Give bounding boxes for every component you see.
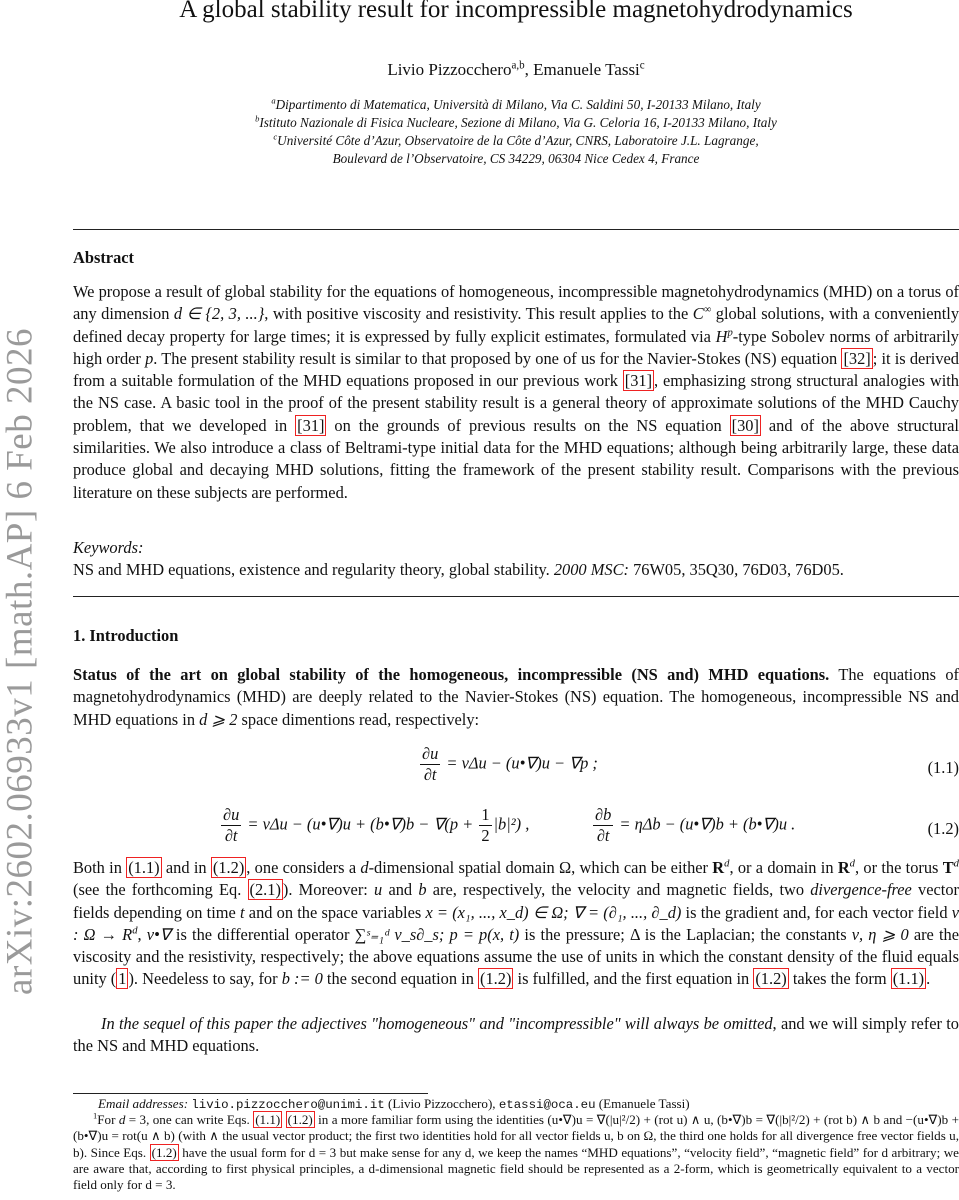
- intro-paragraph-1: Status of the art on global stability of the homogeneous, incompressible (NS and) MHD equations. The equations of magnetohydrodynamics (MHD) are deeply related to the Navier-Stokes (NS) equation. The homogeneous, incompressible NS and MHD equations in d ⩾ 2 space dimentions read, respectively:: [73, 665, 959, 729]
- section-1-heading: 1. Introduction: [73, 626, 179, 645]
- affiliation-a: [73, 96, 959, 114]
- affil-text-b: Istituto Nazionale di Fisica Nucleare, Sezione di Milano, Via G. Celoria 16, I-20133 Milano, Italy: [259, 115, 777, 130]
- affiliation-c-cont: [73, 150, 959, 168]
- intro-paragraph-2: Both in (1.1) and in (1.2) , one considers a d-dimensional spatial domain Ω, which can be either $R^d$, or a domain in $R^d$, or the torus $T^d$ (see the forthcoming Eq. (2.1) ). Moreover: u and b are, respectively, the velocity and magnetic fields, two divergence-free vector fields depending on time t and on the space variables x = (x₁, ..., x_d) ∈ Ω; ∇ = (∂₁, ..., ∂_d) is the gradient and, for each vector field v : $\Omega \to R^d$, v•∇ is the differential operator ∑ˢ₌₁ᵈ v_s∂_s; p = p(x, t) is the pressure; Δ is the Laplacian; the constants ν, η ⩾ 0 are the viscosity and the resistivity, respectively; the above equations assume the use of units in which the constant density of the fluid equals unity ( 1 ). Needeless to say, for b := 0 the second equation in (1.2) is fulfilled, and the first equation in (1.2) takes the form (1.1) .: [73, 858, 959, 989]
- abstract-heading: Abstract: [73, 248, 134, 267]
- affiliations: [73, 96, 959, 168]
- footnote-link-1[interactable]: 1: [118, 969, 127, 989]
- eq-link-1-1b[interactable]: (1.1): [892, 969, 925, 989]
- paper-title: A global stability result for incompressible magnetohydrodynamics: [179, 0, 853, 23]
- abstract-end-rule: [73, 596, 959, 597]
- footnote-rule: [73, 1093, 428, 1094]
- affil-text-c2: Boulevard de l’Observatoire, CS 34229, 06304 Nice Cedex 4, France: [332, 151, 700, 166]
- eq-link-1-2b[interactable]: (1.2): [480, 969, 512, 989]
- eq-number-1-2: (1.2): [927, 819, 959, 838]
- email-footnote: Email addresses: livio.pizzocchero@unimi.it (Livio Pizzocchero), etassi@oca.eu (Emanuele Tassi): [98, 1096, 690, 1112]
- equation-1-1: $\frac{\partial u}{\partial t}$ = νΔu − (u•∇)u − ∇p ; (1.1): [422, 744, 959, 784]
- author-1-affil-marks: a,b: [511, 59, 525, 72]
- eq-link-1-2c[interactable]: (1.2): [755, 969, 787, 989]
- author-1: Livio Pizzocchero: [387, 60, 512, 79]
- affiliation-c: [73, 132, 959, 150]
- affil-mark-a: a: [271, 95, 276, 106]
- eq-number-1-1: (1.1): [927, 758, 959, 777]
- email-link-1[interactable]: livio.pizzocchero@unimi.it: [191, 1098, 385, 1112]
- citation-link-32[interactable]: [32]: [843, 348, 871, 368]
- abstract-body: We propose a result of global stability for the equations of homogeneous, incompressible magnetohydrodynamics (MHD) on a torus of any dimension d ∈ {2, 3, ...}, with positive viscosity and resistivity. This result applies to the C∞ global solutions, with a conveniently defined decay property for large times; it is expressed by fully explicit estimates, formulated via $H^p$-type Sobolev norms of arbitrarily high order p. The present stability result is similar to that proposed by one of us for the Navier-Stokes (NS) equation [32] ; it is derived from a suitable formulation of the MHD equations proposed in our previous work [31] , emphasizing strong structural analogies with the NS case. A basic tool in the proof of the present stability result is a general theory of approximate solutions of the MHD Cauchy problem, that we developed in [31] on the grounds of previous results on the NS equation [30] and of the above structural similarities. We also introduce a class of Beltrami-type initial data for the MHD equations; although being arbitrarily large, these data produce global and decaying MHD solutions, fitting the framework of the present stability result. Comparisons with the previous literature on these subjects are performed.: [73, 282, 959, 502]
- equation-1-2: $\frac{\partial u}{\partial t}$ = νΔu − (u•∇)u + (b•∇)b − ∇(p + $\frac{1}{2}$ |b|²) , $\frac{\partial b}{\partial t}$ = ηΔb − (u•∇)b + (b•∇)u . (1.2): [223, 805, 959, 845]
- fn-eq-link-1-2[interactable]: (1.2): [287, 1112, 313, 1127]
- author-2-affil-marks: c: [639, 59, 645, 72]
- affil-mark-b: b: [255, 113, 260, 124]
- top-rule: [73, 229, 959, 230]
- eq-link-1-2[interactable]: (1.2): [212, 858, 245, 877]
- eq-link-1-1[interactable]: (1.1): [128, 858, 160, 877]
- affil-text-a: Dipartimento di Matematica, Università di Milano, Via C. Saldini 50, I-20133 Milano, Italy: [275, 97, 761, 112]
- arxiv-stamp: arXiv:2602.06933v1 [math.AP] 6 Feb 2026: [0, 328, 41, 995]
- fn-eq-link-1-2b[interactable]: (1.2): [151, 1144, 177, 1160]
- affil-mark-c: c: [273, 131, 278, 142]
- fn-eq-link-1-1[interactable]: (1.1): [255, 1112, 281, 1127]
- intro-paragraph-3: In the sequel of this paper the adjectives "homogeneous" and "incompressible" will always be omitted, and we will simply refer to the NS and MHD equations.: [73, 1014, 959, 1056]
- author-2: Emanuele Tassi: [533, 60, 640, 79]
- citation-link-31b[interactable]: [31]: [297, 415, 325, 435]
- affil-text-c: Université Côte d’Azur, Observatoire de la Côte d’Azur, CNRS, Laboratoire J.L. Lagrange,: [277, 133, 759, 148]
- keywords: [73, 537, 959, 582]
- authors: Livio Pizzocchero$^{a,b}$, Emanuele Tassi$^c$: [387, 59, 645, 79]
- citation-link-31[interactable]: [31]: [624, 371, 653, 391]
- affiliation-b: [73, 114, 959, 132]
- email-link-2[interactable]: etassi@oca.eu: [498, 1098, 596, 1112]
- eq-link-2-1[interactable]: (2.1): [249, 880, 281, 900]
- citation-link-30[interactable]: [30]: [731, 415, 759, 435]
- footnote-1: $^1$For d = 3, one can write Eqs. (1.1) (1.2) in a more familiar form using the identities (u•∇)u = ∇(|u|²/2) + (rot u) ∧ u, (b•∇)b = ∇(|b|²/2) + (rot b) ∧ b and −(u•∇)b + (b•∇)u = rot(u ∧ b) (with ∧ the usual vector product; the first two identities hold for all vector fields u, b on Ω, the third one holds for all divergence free vector fields u, b). Since Eqs. (1.2) have the usual form for d = 3 but make sense for any d, we keep the names “MHD equations”, “velocity field”, “magnetic field” for d arbitrary; we are aware that, according to first physical principles, a d-dimensional magnetic field should be represented as a 2-form, which is geometrically equivalent to a vector field only for d = 3.: [73, 1110, 959, 1193]
- keywords-label: Keywords:: [73, 538, 144, 557]
- keywords-list: NS and MHD equations, existence and regularity theory, global stability. 2000 MSC: 76W05, 35Q30, 76D03, 76D05.: [73, 560, 844, 580]
